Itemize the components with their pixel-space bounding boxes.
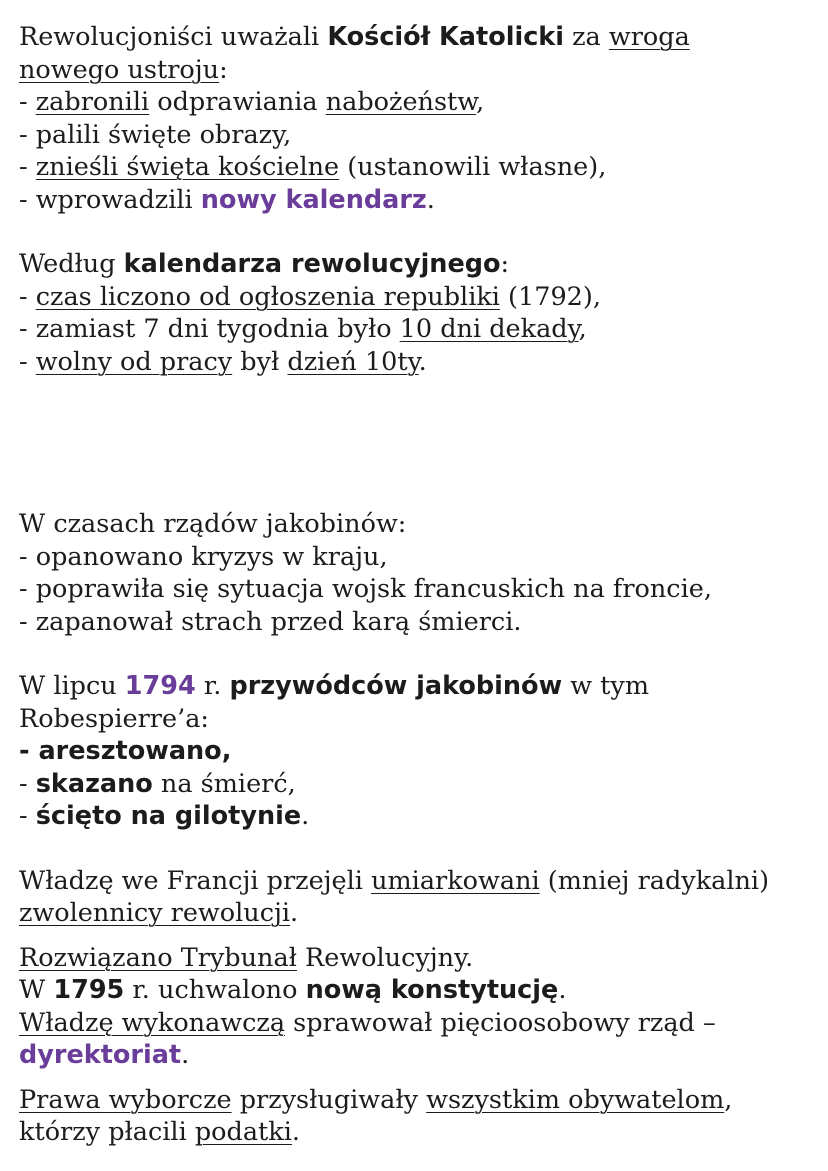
text: (mniej radykalni) (539, 865, 770, 896)
text: - (19, 801, 36, 831)
bold-year: 1795 (53, 975, 125, 1005)
list-item (19, 313, 816, 346)
text: w tym (562, 671, 650, 701)
text: . (426, 184, 435, 215)
text: Według (19, 249, 124, 279)
bold-term: kalendarza rewolucyjnego (123, 249, 501, 279)
list-item (19, 86, 816, 119)
text: . (290, 898, 299, 928)
text: . (301, 801, 310, 831)
list-item: - poprawiła się sytuacja wojsk francuskich na froncie, (19, 574, 712, 604)
text: - wprowadzili (19, 184, 201, 215)
bold-term: przywódców jakobinów (229, 671, 563, 701)
text-line (19, 248, 816, 281)
paragraph-moderates (19, 865, 816, 930)
paragraph-jacobins (19, 508, 816, 638)
underlined-term: wroga (608, 22, 690, 52)
text-line (19, 1084, 816, 1117)
document-page (19, 21, 816, 1149)
text-line (19, 897, 816, 930)
list-item (19, 184, 816, 217)
text: - (19, 768, 36, 799)
list-item: - palili święte obrazy, (19, 119, 292, 150)
text-line (19, 942, 816, 975)
bold-term: skazano (35, 768, 153, 799)
text: r. uchwalono (124, 975, 306, 1005)
text: - (19, 281, 36, 312)
text: - (19, 152, 36, 182)
underlined-term: wolny od pracy (35, 346, 233, 377)
list-item: - aresztowano, (19, 736, 232, 766)
list-item: - zapanował strach przed karą śmierci. (19, 606, 522, 637)
text-line (19, 974, 816, 1007)
text: W lipcu (19, 671, 125, 701)
underlined-term: Prawa wyborcze (19, 1084, 232, 1115)
text-line: W czasach rządów jakobinów: (19, 509, 407, 539)
text: : (500, 249, 510, 279)
text: : (219, 54, 228, 85)
text-line (19, 1007, 816, 1040)
list-item (19, 800, 816, 833)
text: na śmierć, (152, 768, 296, 799)
bold-term: ścięto na gilotynie (35, 801, 302, 831)
text-line (19, 1116, 816, 1149)
paragraph-church (19, 21, 816, 216)
text: Rewolucyjny. (296, 942, 474, 973)
underlined-term: znieśli święta kościelne (35, 152, 340, 182)
text: za (564, 22, 609, 52)
text: - zamiast 7 dni tygodnia było (19, 314, 400, 344)
list-item (19, 281, 816, 314)
list-item (19, 151, 816, 184)
highlighted-year: 1794 (124, 671, 196, 701)
text-line: Robespierre’a: (19, 703, 209, 734)
underlined-term: Władzę wykonawczą (19, 1007, 286, 1038)
paragraph-1794 (19, 670, 816, 833)
underlined-term: 10 dni dekady (399, 314, 579, 344)
paragraph-calendar (19, 248, 816, 378)
underlined-term: czas liczono od ogłoszenia republiki (35, 281, 500, 312)
underlined-term: zwolennicy rewolucji (19, 898, 291, 928)
highlighted-term: dyrektoriat (19, 1040, 182, 1070)
text: . (181, 1040, 190, 1070)
bold-term: Kościół Katolicki (327, 22, 565, 52)
text: , (578, 314, 587, 344)
text: W (19, 975, 54, 1005)
underlined-term: nowego ustroju (19, 54, 220, 85)
list-item (19, 768, 816, 801)
text: Rewolucjoniści uważali (19, 22, 328, 52)
list-item: - opanowano kryzys w kraju, (19, 541, 388, 572)
text: r. (195, 671, 230, 701)
text: - (19, 346, 36, 377)
underlined-term: podatki (194, 1117, 292, 1147)
text: . (418, 346, 427, 377)
underlined-term: dzień 10ty (287, 346, 419, 377)
bold-term: nową konstytucję (305, 975, 559, 1005)
highlighted-term: nowy kalendarz (200, 184, 427, 215)
text-line (19, 670, 816, 703)
text: (1792), (499, 281, 601, 312)
text-line (19, 21, 816, 54)
underlined-term: nabożeństw (325, 87, 477, 117)
text: przysługiwały (231, 1084, 427, 1115)
text-line (19, 54, 816, 87)
text: był (232, 346, 288, 377)
text: , (724, 1084, 733, 1115)
text: . (558, 975, 567, 1005)
text: Władzę we Francji przejęli (19, 865, 372, 896)
paragraph-voting (19, 1084, 816, 1149)
text: - (19, 87, 36, 117)
text: (ustanowili własne), (339, 152, 607, 182)
text-line (19, 865, 816, 898)
underlined-term: wszystkim obywatelom (426, 1084, 725, 1115)
text: . (291, 1117, 301, 1147)
text: , (476, 87, 485, 117)
text: którzy płacili (19, 1117, 195, 1147)
text-line (19, 1039, 816, 1072)
text: sprawował pięcioosobowy rząd – (285, 1007, 716, 1038)
text: odprawiania (149, 87, 326, 117)
underlined-term: Rozwiązano Trybunał (19, 942, 297, 973)
underlined-term: umiarkowani (371, 865, 540, 896)
underlined-term: zabronili (35, 87, 150, 117)
list-item (19, 346, 816, 379)
paragraph-directory (19, 942, 816, 1072)
